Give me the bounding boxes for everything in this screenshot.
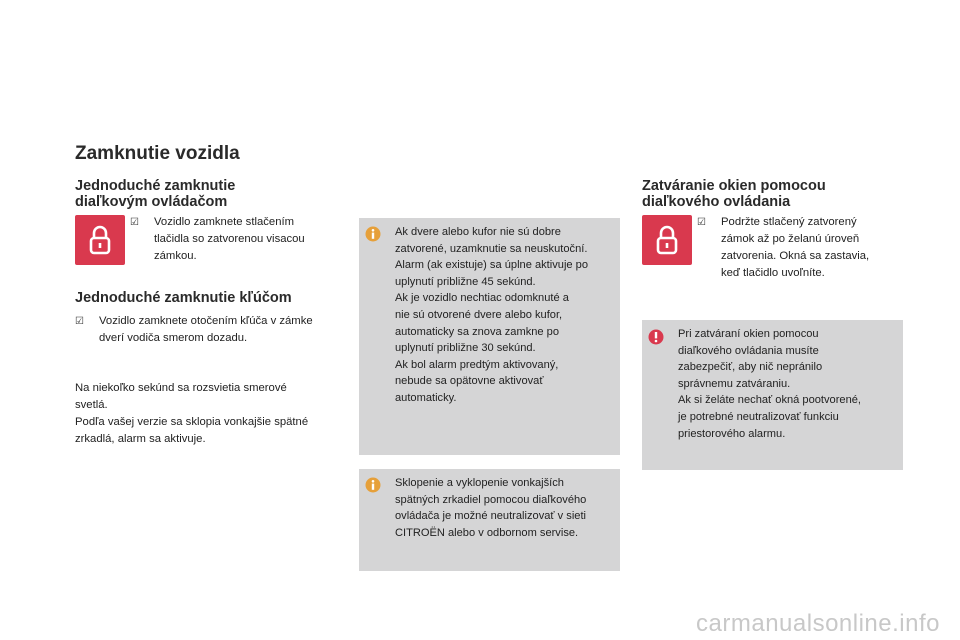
warning-box-window-closing [642, 320, 903, 470]
info-box-mirrors [359, 469, 620, 571]
info-box-text: Ak dvere alebo kufor nie sú dobre zatvorené, uzamknutie sa neuskutoční. Alarm (ak existuje) sa úplne aktivuje po uplynutí približne 45 sekúnd. Ak je vozidlo nechtiac odomknuté a nie sú otvorené dvere alebo kufor, automaticky sa znova zamkne po uplynutí približne 30 sekúnd. Ak bol alarm predtým aktivovaný, nebude sa opätovne aktivovať automaticky. [395, 226, 588, 404]
warning-box-text: Pri zatváraní okien pomocou diaľkového ovládania musíte zabezpečiť, aby nič nepránilo správnemu zatváraniu. Ak si želáte nechať okná pootvorené, je potrebné neutralizovať funkciu priestorového alarmu. [678, 328, 862, 440]
remote-lock-title: Jednoduché zamknutie diaľkovým ovládačom [75, 178, 236, 210]
window-closing-lock-button [642, 215, 692, 265]
page-title: Zamknutie vozidla [75, 143, 240, 164]
bullet-marker-icon: ☑ [130, 217, 139, 228]
info-box-lock-failure [359, 218, 620, 455]
info-box-text: Sklopenie a vyklopenie vonkajších spätných zrkadiel pomocou diaľkového ovládača je možné neutralizovať v sieti CITROËN alebo v odbornom servise. [395, 477, 587, 539]
remote-lock-button [75, 215, 125, 265]
padlock-icon [89, 225, 111, 255]
bullet-marker-icon: ☑ [75, 316, 84, 327]
warning-icon [648, 329, 664, 345]
watermark: carmanualsonline.info [696, 610, 940, 637]
window-closing-title: Zatváranie okien pomocou diaľkového ovládania [642, 178, 826, 210]
info-icon [365, 226, 381, 242]
key-lock-bullet: ☑ Vozidlo zamknete otočením kľúča v zámke dverí vodiča smerom dozadu. [75, 313, 313, 347]
padlock-icon [656, 225, 678, 255]
indicators-paragraph: Na niekoľko sekúnd sa rozsvietia smerové svetlá. Podľa vašej verzie sa sklopia vonkajšie spätné zrkadlá, alarm sa aktivuje. [75, 382, 309, 445]
bullet-marker-icon: ☑ [697, 217, 706, 228]
info-icon [365, 477, 381, 493]
key-lock-title: Jednoduché zamknutie kľúčom [75, 290, 292, 306]
remote-lock-bullet: ☑ Vozidlo zamknete stlačením tlačidla so zatvorenou visacou zámkou. [130, 214, 305, 265]
window-closing-bullet: ☑ Podržte stlačený zatvorený zámok až po želanú úroveň zatvorenia. Okná sa zastavia, keď tlačidlo uvoľníte. [697, 214, 869, 282]
